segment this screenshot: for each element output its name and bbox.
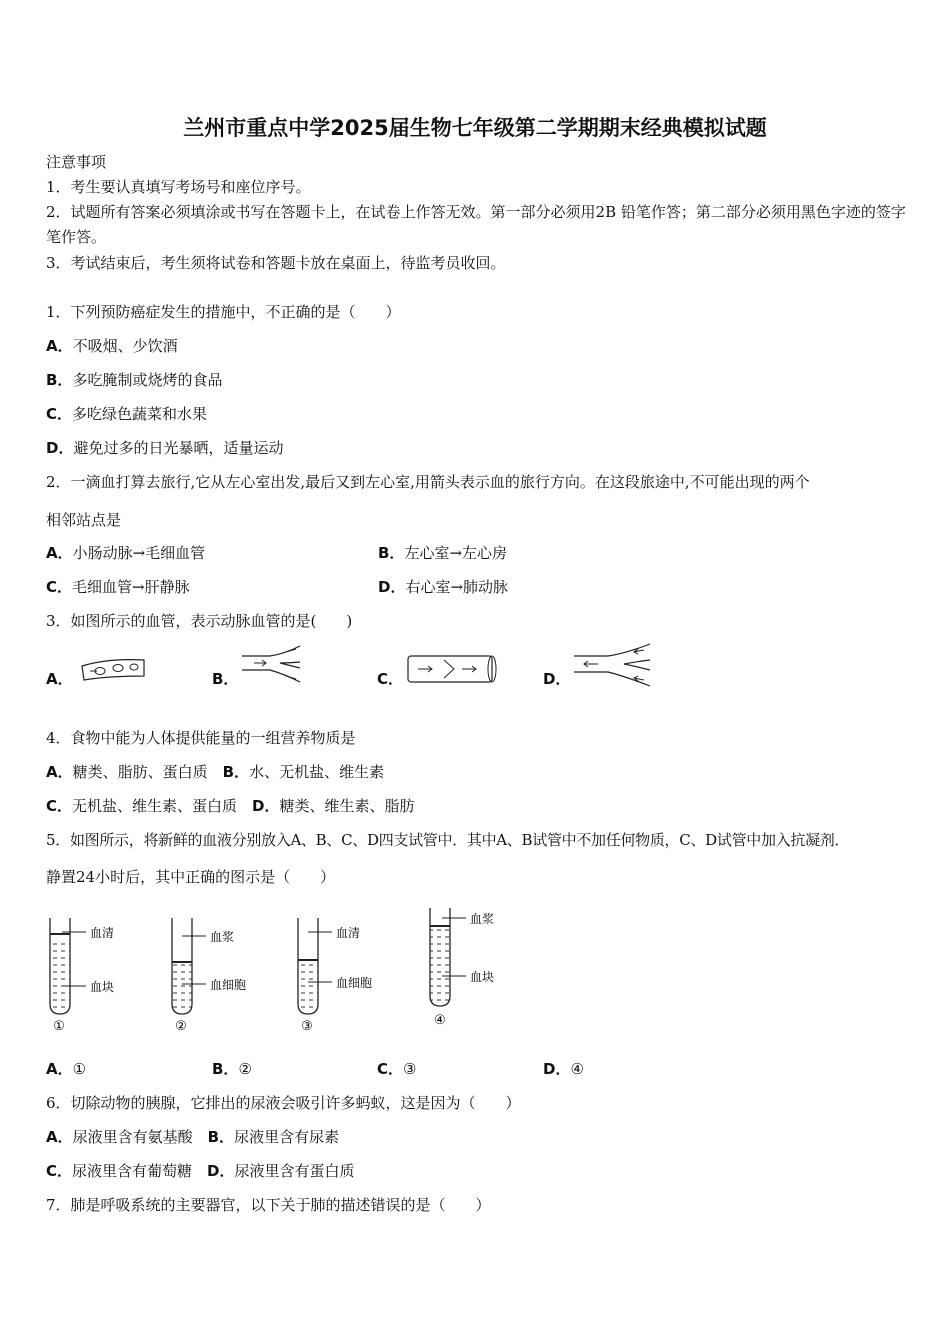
tube-bottom-label: 血块 bbox=[90, 980, 115, 994]
q1-option-d[interactable] bbox=[46, 438, 283, 458]
option-text: ③ bbox=[403, 1060, 417, 1078]
option-letter: D． bbox=[252, 797, 280, 815]
question-2-stem: 2．一滴血打算去旅行,它从左心室出发,最后又到左心室,用箭头表示血的旅行方向。在这段旅途中,不可能出现的两个 bbox=[46, 473, 810, 491]
test-tube-4 bbox=[430, 908, 494, 1028]
option-letter: A． bbox=[46, 763, 73, 781]
option-text: 尿液里含有葡萄糖 bbox=[72, 1162, 193, 1180]
option-letter: D． bbox=[543, 1060, 571, 1078]
option-letter: B． bbox=[212, 1060, 239, 1078]
option-letter: B． bbox=[378, 544, 405, 562]
tube-number: ④ bbox=[434, 1013, 446, 1028]
question-5-stem-cont: 静置24小时后，其中正确的图示是（ ） bbox=[46, 868, 336, 886]
q4-options-row-2 bbox=[46, 796, 415, 816]
tube-number: ① bbox=[53, 1019, 65, 1034]
q6-option-c[interactable] bbox=[46, 1162, 192, 1180]
question-3-stem: 3．如图所示的血管，表示动脉血管的是( ) bbox=[46, 612, 353, 630]
q3-option-d-letter[interactable]: D． bbox=[543, 670, 571, 688]
q1-option-c[interactable] bbox=[46, 404, 207, 424]
q6-option-d[interactable] bbox=[207, 1162, 354, 1180]
q6-options-row-2 bbox=[46, 1161, 355, 1181]
option-text: 左心室→左心房 bbox=[404, 544, 508, 562]
q5-option-c[interactable] bbox=[377, 1059, 416, 1079]
option-text: 无机盐、维生素、蛋白质 bbox=[72, 797, 238, 815]
option-text: 糖类、维生素、脂肪 bbox=[279, 797, 415, 815]
option-text: 多吃腌制或烧烤的食品 bbox=[72, 371, 223, 389]
q2-option-b[interactable] bbox=[378, 543, 507, 563]
option-letter: D． bbox=[207, 1162, 235, 1180]
test-tubes-figure bbox=[44, 906, 524, 1036]
option-letter: D． bbox=[46, 439, 74, 457]
option-letter: A． bbox=[46, 544, 73, 562]
converging-vessel-figure bbox=[240, 644, 306, 684]
option-letter: B． bbox=[207, 1128, 235, 1146]
option-text: 尿液里含有蛋白质 bbox=[234, 1162, 355, 1180]
q2-option-a[interactable] bbox=[46, 543, 205, 563]
option-text: ① bbox=[72, 1060, 87, 1078]
tube-number: ② bbox=[175, 1019, 187, 1034]
tube-bottom-label: 血块 bbox=[470, 970, 495, 984]
option-text: ② bbox=[238, 1060, 252, 1078]
option-text: 尿液里含有氨基酸 bbox=[72, 1128, 193, 1146]
option-letter: C． bbox=[46, 797, 73, 815]
q4-option-d[interactable] bbox=[252, 797, 414, 815]
option-text: 糖类、脂肪、蛋白质 bbox=[72, 763, 208, 781]
q6-option-b[interactable] bbox=[208, 1128, 339, 1146]
option-letter: A． bbox=[46, 1128, 73, 1146]
test-tube-3 bbox=[298, 918, 372, 1034]
option-text: 毛细血管→肝静脉 bbox=[72, 578, 190, 596]
q6-options-row-1 bbox=[46, 1127, 339, 1147]
capillary-figure bbox=[78, 652, 148, 686]
option-letter: C． bbox=[46, 578, 73, 596]
notice-item: 2．试题所有答案必须填涂或书写在答题卡上，在试卷上作答无效。第一部分必须用2B 铅笔作答；第二部分必须用黑色字迹的签字笔作答。 bbox=[46, 203, 906, 246]
exam-title: 兰州市重点中学2025届生物七年级第二学期期末经典模拟试题 bbox=[183, 116, 767, 140]
q6-option-a[interactable] bbox=[46, 1128, 193, 1146]
q4-option-c[interactable] bbox=[46, 797, 237, 815]
option-text: 水、无机盐、维生素 bbox=[249, 763, 385, 781]
question-1-stem: 1．下列预防癌症发生的措施中，不正确的是（ ） bbox=[46, 303, 401, 321]
q1-option-b[interactable] bbox=[46, 370, 222, 390]
q3-option-c-letter[interactable]: C． bbox=[377, 670, 404, 688]
option-letter: D． bbox=[378, 578, 406, 596]
q4-options-row-1 bbox=[46, 762, 384, 782]
option-letter: C． bbox=[46, 405, 73, 423]
option-text: 小肠动脉→毛细血管 bbox=[72, 544, 206, 562]
notice-item: 1．考生要认真填写考场号和座位序号。 bbox=[46, 178, 311, 196]
test-tube-2 bbox=[172, 918, 246, 1034]
q5-option-d[interactable] bbox=[543, 1059, 584, 1079]
question-4-stem: 4．食物中能为人体提供能量的一组营养物质是 bbox=[46, 729, 356, 747]
tube-top-label: 血清 bbox=[336, 926, 361, 940]
tube-bottom-label: 血细胞 bbox=[210, 978, 247, 992]
diverging-vessel-figure bbox=[572, 642, 654, 688]
question-6-stem: 6．切除动物的胰腺，它排出的尿液会吸引许多蚂蚁，这是因为（ ） bbox=[46, 1094, 521, 1112]
option-text: 避免过多的日光暴晒，适量运动 bbox=[73, 439, 284, 457]
valve-vessel-figure bbox=[406, 654, 498, 684]
q3-option-a-letter[interactable]: A． bbox=[46, 670, 73, 688]
question-7-stem: 7．肺是呼吸系统的主要器官，以下关于肺的描述错误的是（ ） bbox=[46, 1196, 491, 1214]
option-text: 多吃绿色蔬菜和水果 bbox=[72, 405, 208, 423]
q4-option-b[interactable] bbox=[223, 763, 384, 781]
option-letter: B． bbox=[222, 763, 250, 781]
question-5-stem: 5．如图所示，将新鲜的血液分别放入A、B、C、D四支试管中．其中A、B试管中不加任何物质，C、D试管中加入抗凝剂． bbox=[46, 831, 850, 849]
tube-bottom-label: 血细胞 bbox=[336, 976, 373, 990]
option-letter: A． bbox=[46, 337, 73, 355]
tube-top-label: 血清 bbox=[90, 926, 115, 940]
notice-heading: 注意事项 bbox=[46, 153, 107, 171]
tube-top-label: 血浆 bbox=[470, 912, 495, 926]
q4-option-a[interactable] bbox=[46, 763, 208, 781]
tube-top-label: 血浆 bbox=[210, 930, 235, 944]
q2-option-d[interactable] bbox=[378, 577, 508, 597]
option-letter: C． bbox=[377, 1060, 404, 1078]
q1-option-a[interactable] bbox=[46, 336, 178, 356]
option-letter: B． bbox=[46, 371, 73, 389]
q5-option-b[interactable] bbox=[212, 1059, 252, 1079]
option-letter: C． bbox=[46, 1162, 73, 1180]
option-letter: A． bbox=[46, 1060, 73, 1078]
q5-option-a[interactable] bbox=[46, 1059, 86, 1079]
q2-option-c[interactable] bbox=[46, 577, 190, 597]
question-2-stem-cont: 相邻站点是 bbox=[46, 511, 122, 529]
option-text: 右心室→肺动脉 bbox=[405, 578, 509, 596]
tube-number: ③ bbox=[301, 1019, 313, 1034]
option-text: 尿液里含有尿素 bbox=[234, 1128, 340, 1146]
notice-item: 3．考试结束后，考生须将试卷和答题卡放在桌面上，待监考员收回。 bbox=[46, 254, 506, 272]
q3-option-b-letter[interactable]: B． bbox=[212, 670, 239, 688]
option-text: 不吸烟、少饮酒 bbox=[72, 337, 178, 355]
option-text: ④ bbox=[570, 1060, 584, 1078]
test-tube-1 bbox=[50, 918, 114, 1034]
